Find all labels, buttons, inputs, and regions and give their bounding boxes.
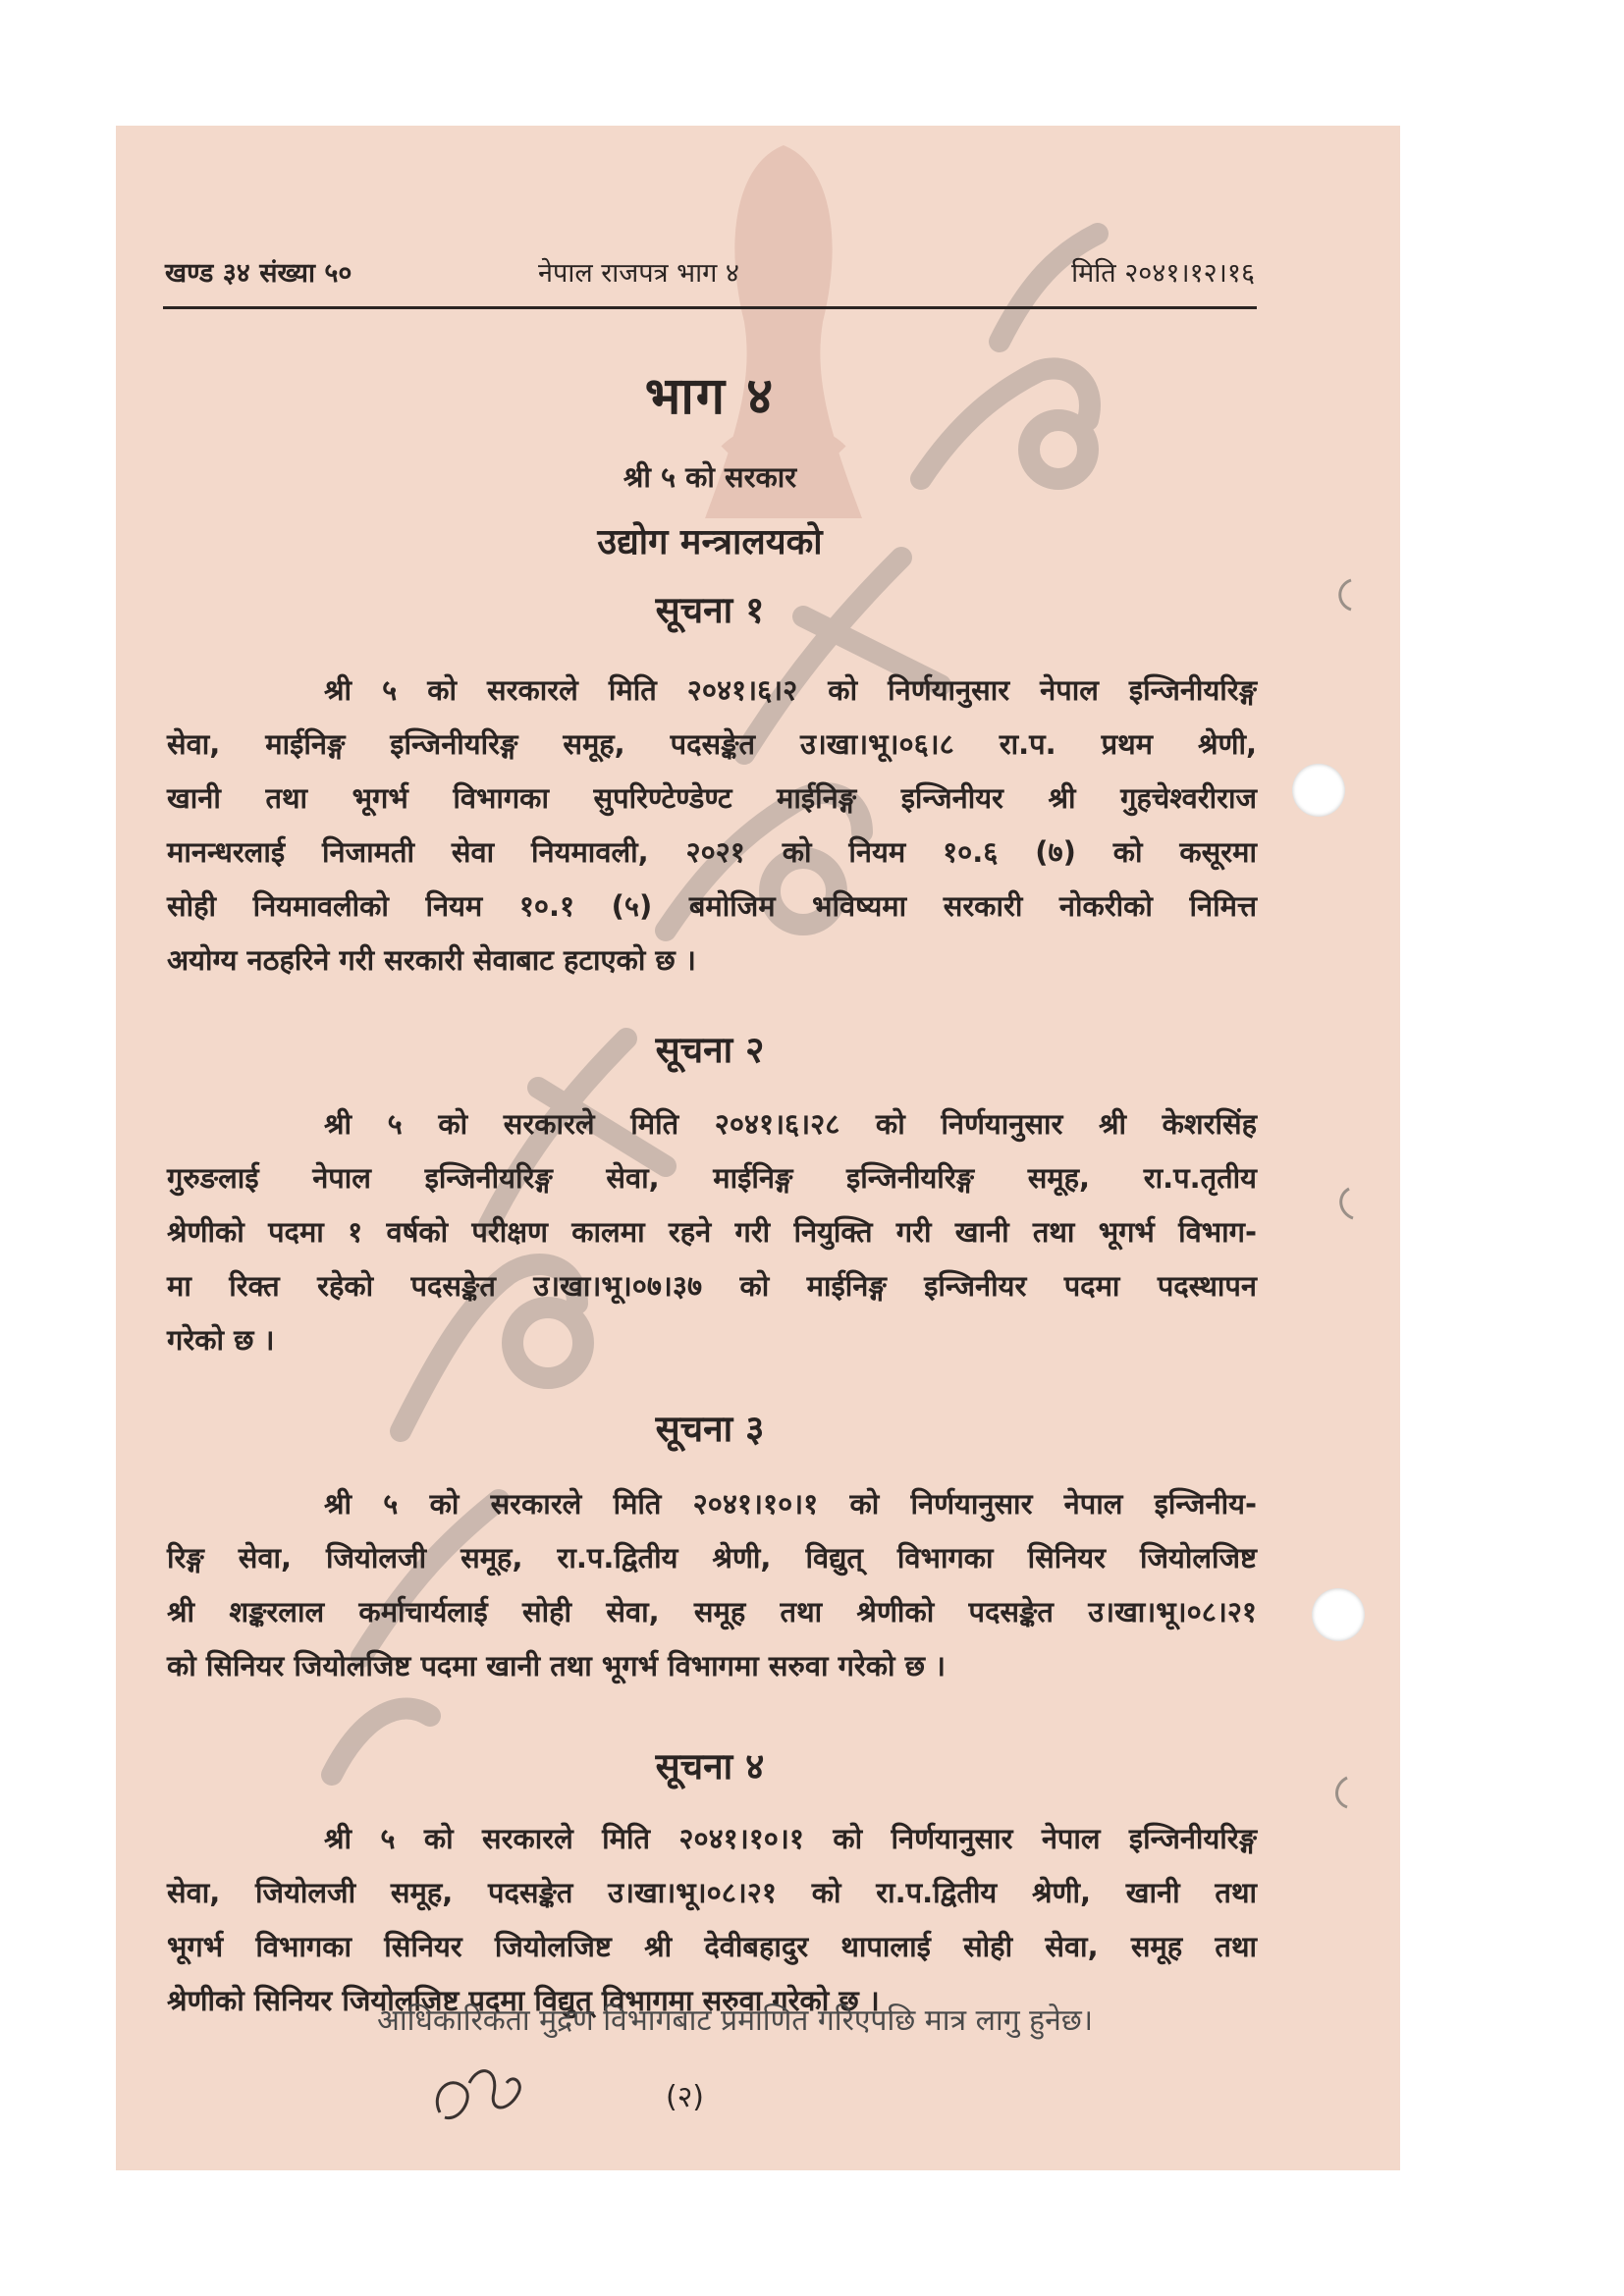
notice-line: रिङ्ग सेवा, जियोलजी समूह, रा.प.द्वितीय श्रेणी, विद्युत् विभागका सिनियर जियोलजिष्ट [167,1541,1257,1575]
notice-title: सूचना ३ [655,1408,765,1450]
header-rule [163,306,1257,309]
part-title: भाग ४ [644,367,776,426]
government-line: श्री ५ को सरकार [623,460,797,494]
notice-line: श्रेणीको पदमा १ वर्षको परीक्षण कालमा रहने गरी नियुक्ति गरी खानी तथा भूगर्भ विभाग- [167,1215,1257,1249]
notice-line: श्री ५ को सरकारले मिति २०४१।१०।१ को निर्णयानुसार नेपाल इन्जिनीयरिङ्ग [324,1822,1257,1855]
ministry-title: उद्योग मन्त्रालयको [597,522,823,562]
margin-mark [1327,1773,1357,1812]
notice-line: श्रेणीको सिनियर जियोलजिष्ट पदमा विद्युत् विभागमा सरुवा गरेको छ । [167,1984,880,2017]
punch-hole [1292,764,1345,817]
notice-line: गरेको छ । [167,1323,275,1357]
notice-line: मानन्धरलाई निजामती सेवा नियमावली, २०२१ को नियम १०.६ (७) को कसूरमा [167,835,1257,869]
margin-mark [1331,575,1361,614]
notice-line: श्री ५ को सरकारले मिति २०४१।६।२ को निर्णयानुसार नेपाल इन्जिनीयरिङ्ग [324,673,1257,707]
volume-number: खण्ड ३४ संख्या ५० [165,258,352,289]
notice-line: गुरुङलाई नेपाल इन्जिनीयरिङ्ग सेवा, माईनिङ्ग इन्जिनीयरिङ्ग समूह, रा.प.तृतीय [167,1161,1257,1195]
notice-body [167,664,1257,988]
notice-line: श्री शङ्करलाल कर्माचार्यलाई सोही सेवा, समूह तथा श्रेणीको पदसङ्केत उ।खा।भू।०८।२१ [167,1595,1257,1629]
handwritten-initials [420,2054,538,2142]
notice-line: खानी तथा भूगर्भ विभागका सुपरिण्टेण्डेण्ट माईनिङ्ग इन्जिनीयर श्री गुहचेश्वरीराज [167,781,1257,815]
gazette-date: मिति २०४१।१२।१६ [1071,258,1255,289]
notice-body [167,1812,1257,2028]
gazette-name: नेपाल राजपत्र भाग ४ [538,258,739,289]
notice-line: को सिनियर जियोलजिष्ट पदमा खानी तथा भूगर्भ विभागमा सरुवा गरेको छ । [167,1649,947,1682]
authenticity-footer-note: आधिकारिकता मुद्रण विभागबाट प्रमाणित गरिएपछि मात्र लागु हुनेछ। [377,2003,1094,2038]
notice-title: सूचना ४ [655,1745,765,1788]
notice-line: भूगर्भ विभागका सिनियर जियोलजिष्ट श्री देवीबहादुर थापालाई सोही सेवा, समूह तथा [167,1930,1257,1963]
page-number: (२) [666,2080,705,2114]
notice-title: सूचना १ [655,589,765,631]
notice-line: सेवा, माईनिङ्ग इन्जिनीयरिङ्ग समूह, पदसङ्केत उ।खा।भू।०६।८ रा.प. प्रथम श्रेणी, [167,727,1257,761]
notice-title: सूचना २ [655,1029,765,1071]
punch-hole [1312,1588,1365,1641]
notice-line: श्री ५ को सरकारले मिति २०४१।६।२८ को निर्णयानुसार श्री केशरसिंह [324,1107,1257,1141]
notice-line: सेवा, जियोलजी समूह, पदसङ्केत उ।खा।भू।०८।२१ को रा.प.द्वितीय श्रेणी, खानी तथा [167,1876,1257,1909]
gazette-header [165,253,1255,302]
margin-mark [1331,1184,1361,1223]
gazette-sheet [116,126,1400,2170]
notice-line: श्री ५ को सरकारले मिति २०४१।१०।१ को निर्णयानुसार नेपाल इन्जिनीय- [324,1487,1257,1521]
notice-line: अयोग्य नठहरिने गरी सरकारी सेवाबाट हटाएको छ । [167,943,696,977]
notice-line: सोही नियमावलीको नियम १०.१ (५) बमोजिम भविष्यमा सरकारी नोकरीको निमित्त [167,889,1257,923]
notice-line: मा रिक्त रहेको पदसङ्केत उ।खा।भू।०७।३७ को माईनिङ्ग इन्जिनीयर पदमा पदस्थापन [167,1269,1257,1303]
notice-body [167,1097,1257,1367]
notice-body [167,1477,1257,1693]
